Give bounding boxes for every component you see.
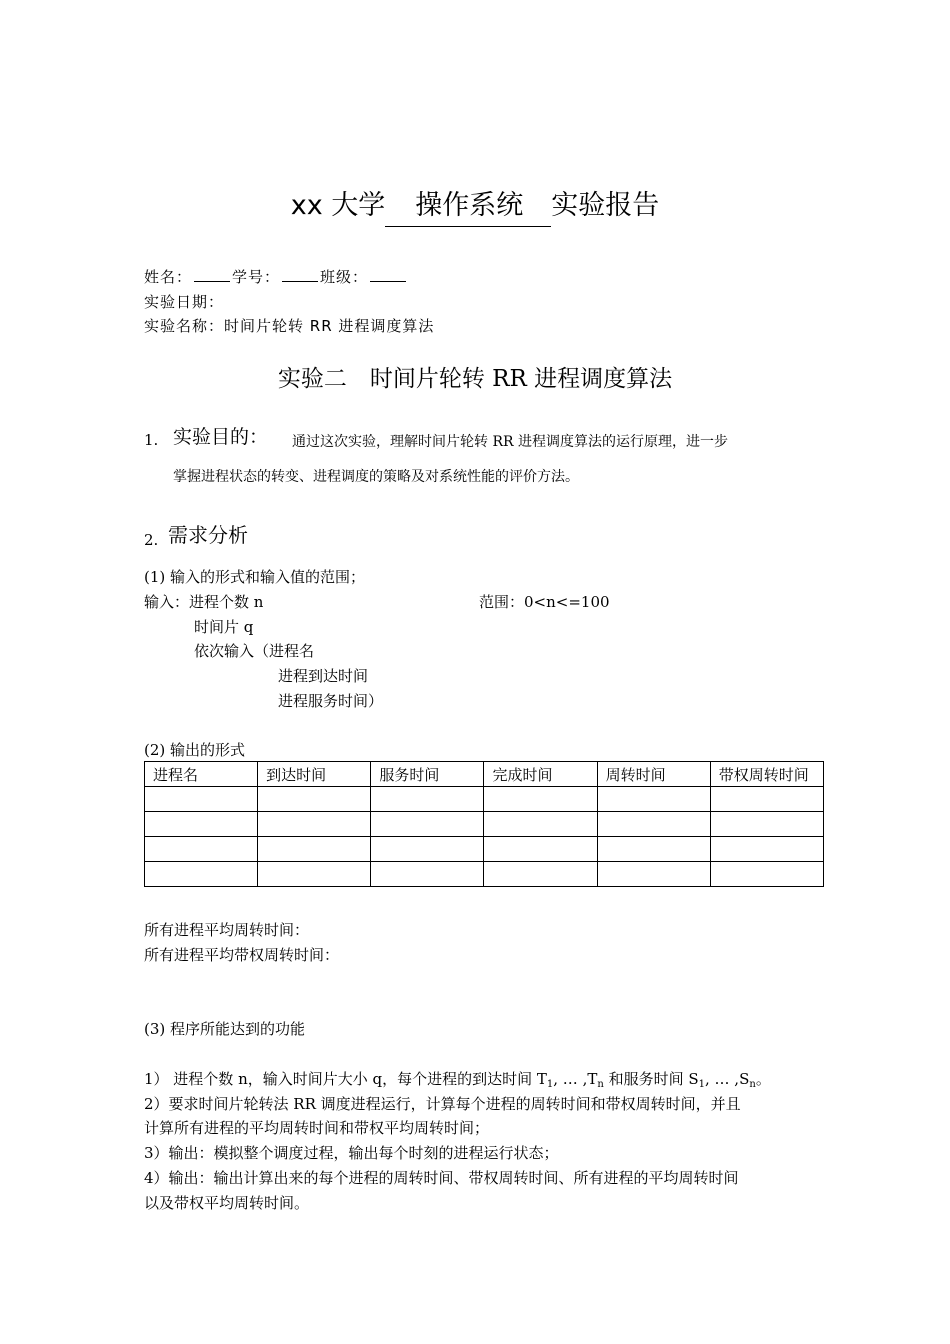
col-finish-time: 完成时间 [484,762,597,787]
function-item-2-line1: 2）要求时间片轮转法 RR 调度进程运行，计算每个进程的周转时间和带权周转时间，并且 [144,1095,741,1113]
table-cell [484,787,597,812]
student-info-line [144,266,408,287]
table-row [145,812,824,837]
table-cell [371,837,484,862]
table-cell [597,812,710,837]
input-service: 进程服务时间） [278,692,384,710]
id-label: 学号： [232,268,281,286]
f1-text-e: 。 [755,1070,771,1088]
f1-text-c: 和服务时间 S [603,1070,699,1088]
table-cell [145,812,258,837]
table-cell [371,812,484,837]
col-service-time: 服务时间 [371,762,484,787]
f1-sub-nb: n [749,1079,756,1090]
table-cell [484,862,597,887]
table-cell [710,812,823,837]
experiment-name: 实验名称：时间片轮转 RR 进程调度算法 [144,317,435,335]
section2-heading: 需求分析 [168,523,248,547]
f1-text-d: , … ,S [705,1070,750,1088]
input-quantum: 时间片 q [194,618,254,636]
input-count: 输入：进程个数 n [144,593,264,611]
table-cell [484,812,597,837]
table-row [145,787,824,812]
function-subheading: (3) 程序所能达到的功能 [144,1020,306,1038]
function-item-4-line2: 以及带权平均周转时间。 [144,1194,310,1212]
f1-sub-n: n [597,1079,604,1090]
avg-turnaround-label: 所有进程平均周转时间： [144,921,310,939]
table-cell [710,862,823,887]
section1-text-line2: 掌握进程状态的转变、进程调度的策略及对系统性能的评价方法。 [173,469,579,485]
section1-heading: 实验目的： [173,426,269,448]
avg-weighted-label: 所有进程平均带权周转时间： [144,946,340,964]
class-blank [370,267,406,282]
table-cell [597,837,710,862]
experiment-subtitle: 实验二 时间片轮转 RR 进程调度算法 [277,366,673,392]
function-item-1 [144,1068,771,1090]
title-prefix: xx 大学 [290,190,386,221]
function-item-4-line1: 4）输出：输出计算出来的每个进程的周转时间、带权周转时间、所有进程的平均周转时间 [144,1169,739,1187]
date-label: 实验日期： [144,293,225,311]
section1-text-line1: 通过这次实验，理解时间片轮转 RR 进程调度算法的运行原理，进一步 [292,434,728,450]
section2-number: 2. [144,531,159,549]
section1-number: 1. [144,431,159,449]
function-item-3: 3）输出：模拟整个调度过程，输出每个时刻的进程运行状态； [144,1144,559,1162]
f1-sub-1b: 1 [698,1079,705,1090]
title-course: 操作系统 [385,186,551,227]
table-cell [258,862,371,887]
input-sequence: 依次输入（进程名 [194,642,315,660]
table-cell [145,787,258,812]
table-cell [258,837,371,862]
input-range: 范围：0<n<=100 [479,593,610,611]
table-row [145,862,824,887]
col-weighted-turnaround: 带权周转时间 [710,762,823,787]
table-cell [145,862,258,887]
report-title [0,186,950,227]
output-table [144,761,824,887]
f1-sub-1: 1 [546,1079,554,1090]
col-process-name: 进程名 [145,762,258,787]
table-cell [145,837,258,862]
function-item-2-line2: 计算所有进程的平均周转时间和带权平均周转时间； [144,1119,490,1137]
table-cell [710,787,823,812]
name-label: 姓名： [144,268,193,286]
table-cell [371,787,484,812]
table-header-row [145,762,824,787]
title-suffix: 实验报告 [551,190,660,221]
col-turnaround-time: 周转时间 [597,762,710,787]
f1-text-b: , … ,T [553,1070,598,1088]
table-cell [597,787,710,812]
table-row [145,837,824,862]
output-subheading: (2) 输出的形式 [144,741,246,759]
table-cell [371,862,484,887]
f1-text-a: 1） 进程个数 n，输入时间片大小 q，每个进程的到达时间 T [144,1070,547,1088]
id-blank [282,267,318,282]
class-label: 班级： [320,268,369,286]
input-subheading: (1) 输入的形式和输入值的范围； [144,568,366,586]
input-arrival: 进程到达时间 [278,667,369,685]
table-cell [258,812,371,837]
table-cell [258,787,371,812]
table-cell [710,837,823,862]
col-arrival-time: 到达时间 [258,762,371,787]
name-blank [194,267,230,282]
table-cell [597,862,710,887]
table-cell [484,837,597,862]
